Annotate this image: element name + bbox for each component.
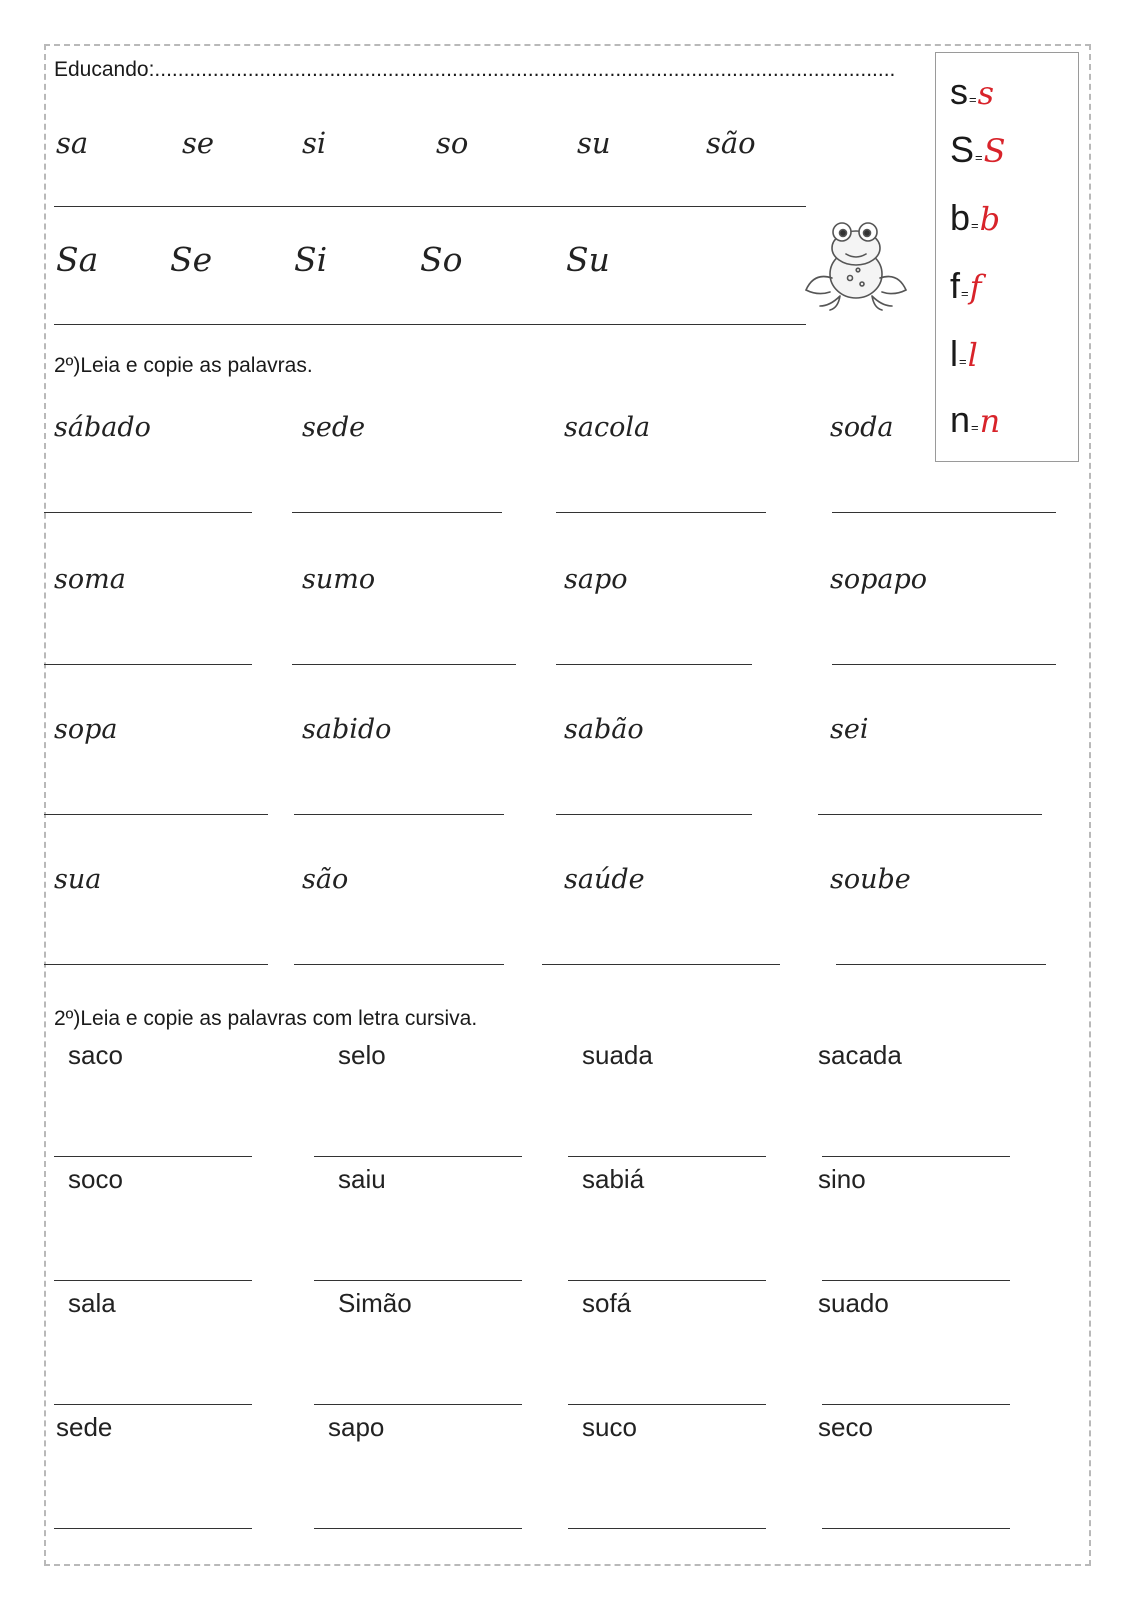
key-print-letter: n (950, 399, 971, 440)
answer-line[interactable] (822, 1280, 1010, 1281)
answer-line[interactable] (314, 1528, 522, 1529)
key-cursive-letter: S (983, 132, 1006, 170)
answer-line[interactable] (568, 1280, 766, 1281)
answer-line[interactable] (292, 512, 502, 513)
syllable-Sa: Sa (56, 240, 99, 279)
cursive-word: sapo (564, 564, 628, 595)
answer-line[interactable] (314, 1156, 522, 1157)
print-word: seco (818, 1412, 873, 1442)
syllable-sao: são (706, 126, 756, 160)
key-cursive-letter: s (977, 74, 995, 112)
instruction-copy-words: 2º)Leia e copie as palavras. (54, 354, 313, 377)
answer-line[interactable] (832, 664, 1056, 665)
key-print-letter: b (950, 197, 971, 238)
key-equals: = (971, 218, 979, 233)
print-word: suado (818, 1288, 889, 1318)
cursive-word: sumo (302, 564, 376, 595)
answer-line[interactable] (568, 1156, 766, 1157)
answer-line[interactable] (44, 664, 252, 665)
answer-line[interactable] (44, 964, 268, 965)
key-equals: = (969, 92, 977, 107)
syllable-su: su (577, 126, 611, 160)
cursive-word: soube (830, 864, 911, 895)
cursive-word: sábado (54, 412, 151, 443)
student-name-label: Educando:............................................................................................................................... (54, 58, 896, 81)
answer-line[interactable] (294, 964, 504, 965)
cursive-word: sacola (564, 412, 651, 443)
answer-line[interactable] (54, 1156, 252, 1157)
key-cursive-letter: n (979, 402, 1001, 440)
frog-icon (800, 212, 912, 312)
print-word: soco (68, 1164, 123, 1194)
print-word: sino (818, 1164, 866, 1194)
answer-line[interactable] (292, 664, 516, 665)
answer-line[interactable] (54, 1528, 252, 1529)
student-name-line[interactable] (54, 58, 895, 82)
print-word: suco (582, 1412, 637, 1442)
cursive-word: soda (830, 412, 894, 443)
letter-key-box (935, 52, 1079, 462)
answer-line[interactable] (542, 964, 780, 965)
answer-line[interactable] (556, 664, 752, 665)
print-word: sapo (328, 1412, 385, 1442)
key-print-letter: S (950, 129, 975, 170)
cursive-word: sabão (564, 714, 644, 745)
answer-line[interactable] (314, 1404, 522, 1405)
answer-line[interactable] (822, 1528, 1010, 1529)
answer-line[interactable] (54, 1280, 252, 1281)
cursive-word: sei (830, 714, 869, 745)
cursive-word: sopa (54, 714, 118, 745)
key-equals: = (961, 286, 969, 301)
syllable-Se: Se (170, 240, 213, 279)
cursive-word: saúde (564, 864, 645, 895)
cursive-word: são (302, 864, 349, 895)
answer-line[interactable] (54, 1404, 252, 1405)
key-cursive-letter: l (967, 336, 978, 374)
syllable-sa: sa (56, 126, 89, 160)
print-word: selo (338, 1040, 386, 1070)
key-cursive-letter: b (979, 200, 1001, 238)
answer-line[interactable] (832, 512, 1056, 513)
writing-line[interactable] (54, 206, 806, 207)
answer-line[interactable] (44, 512, 252, 513)
print-word: sala (68, 1288, 116, 1318)
answer-line[interactable] (836, 964, 1046, 965)
key-equals: = (971, 420, 979, 435)
syllable-Su: Su (566, 240, 610, 279)
print-word: sofá (582, 1288, 632, 1318)
answer-line[interactable] (822, 1156, 1010, 1157)
answer-line[interactable] (556, 512, 766, 513)
key-row-S (950, 129, 1006, 171)
answer-line[interactable] (568, 1528, 766, 1529)
answer-line[interactable] (556, 814, 752, 815)
syllable-So: So (420, 240, 463, 279)
print-word: sacada (818, 1040, 902, 1070)
key-row-b (950, 197, 1000, 239)
syllable-si: si (302, 126, 327, 160)
cursive-word: sopapo (830, 564, 928, 595)
cursive-word: sua (54, 864, 102, 895)
answer-line[interactable] (822, 1404, 1010, 1405)
answer-line[interactable] (294, 814, 504, 815)
answer-line[interactable] (44, 814, 268, 815)
print-word: saco (68, 1040, 123, 1070)
key-print-letter: l (950, 333, 958, 374)
key-row-s (950, 71, 994, 113)
syllable-se: se (182, 126, 215, 160)
syllable-so: so (436, 126, 469, 160)
cursive-word: sede (302, 412, 366, 443)
key-cursive-letter: f (969, 268, 982, 306)
answer-line[interactable] (568, 1404, 766, 1405)
print-word: Simão (338, 1288, 412, 1318)
writing-line[interactable] (54, 324, 806, 325)
print-word: saiu (338, 1164, 386, 1194)
cursive-word: soma (54, 564, 126, 595)
answer-line[interactable] (314, 1280, 522, 1281)
print-word: suada (582, 1040, 653, 1070)
key-print-letter: f (950, 265, 961, 306)
answer-line[interactable] (818, 814, 1042, 815)
print-word: sede (56, 1412, 113, 1442)
syllable-Si: Si (294, 240, 328, 279)
key-row-l (950, 333, 978, 375)
print-word: sabiá (582, 1164, 645, 1194)
instruction-copy-cursive: 2º)Leia e copie as palavras com letra cursiva. (54, 1007, 478, 1030)
key-equals: = (959, 354, 967, 369)
key-equals: = (975, 150, 983, 165)
cursive-word: sabido (302, 714, 392, 745)
key-row-n (950, 399, 1000, 441)
key-print-letter: s (950, 71, 968, 112)
key-row-f (950, 265, 981, 307)
